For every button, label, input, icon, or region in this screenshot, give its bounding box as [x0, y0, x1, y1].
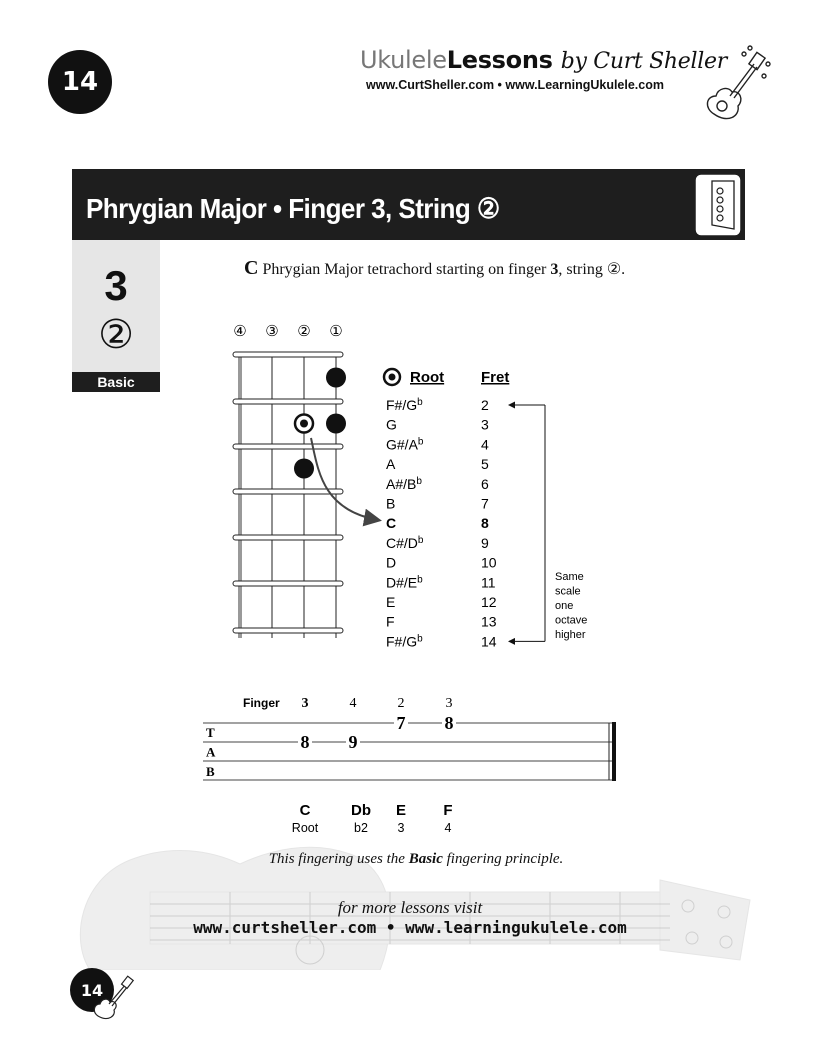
table-row-fret: 7 — [481, 495, 489, 512]
finger-dot — [326, 368, 346, 388]
fret-line — [233, 444, 343, 449]
flat-symbol: b — [417, 397, 423, 408]
string-label: ③ — [265, 322, 279, 340]
scale-degree: Root — [291, 821, 319, 835]
table-row-fret: 10 — [481, 554, 497, 571]
table-row-root: C — [386, 515, 397, 532]
table-row-fret: 9 — [481, 534, 489, 551]
root-dot-center — [300, 420, 308, 428]
tab-finger-number: 2 — [397, 696, 405, 711]
scale-degrees — [292, 802, 453, 835]
brand-lessons: Lessons — [446, 46, 553, 74]
finger-dot — [294, 459, 314, 479]
footer-ukulele-icon — [92, 972, 136, 1024]
octave-note-word: scale — [555, 585, 581, 598]
table-row-root: B — [386, 495, 396, 512]
note-prefix: This fingering uses the — [268, 851, 409, 867]
string-label: ② — [297, 322, 311, 340]
table-header-root: Root — [410, 369, 445, 386]
fret-line — [233, 628, 343, 633]
promo-line: for more lessons visit — [337, 898, 483, 917]
flat-symbol: b — [416, 475, 422, 487]
tab-fret-number: 8 — [444, 713, 454, 733]
page-title: Phrygian Major • Finger 3, String ② — [86, 193, 500, 224]
table-row-root: $F\#/G^b$ — [386, 633, 423, 650]
flat-symbol: b — [417, 436, 424, 448]
tab-fret-number: 7 — [396, 713, 406, 733]
scale-degree: 3 — [397, 821, 405, 835]
table-row-fret: 11 — [481, 574, 496, 591]
fretboard-diagram — [233, 322, 378, 638]
promo-sites: www.curtsheller.com • www.learningukulele.com — [193, 918, 627, 937]
root-fret-table — [384, 369, 587, 649]
table-row-fret: 2 — [481, 397, 489, 413]
table-row-fret: 13 — [481, 613, 497, 630]
octave-note-word: octave — [555, 614, 588, 627]
fret-line — [233, 352, 343, 357]
scale-note: Db — [351, 802, 371, 819]
flat-symbol: b — [417, 633, 423, 645]
string-label: ① — [329, 322, 343, 340]
description-key: C — [244, 257, 259, 279]
scale-degree: b2 — [354, 821, 368, 835]
tab-barline-thick — [612, 722, 616, 781]
table-row-root: $A\#/B^b$ — [386, 475, 422, 492]
description-text-2: , string ②. — [558, 261, 626, 278]
table-header-fret: Fret — [481, 369, 510, 386]
scale-note: F — [443, 802, 453, 819]
table-row-fret: 4 — [481, 436, 489, 453]
table-row-root: E — [386, 594, 396, 610]
table-row-root: F — [386, 613, 395, 630]
tab-letter: A — [206, 744, 216, 760]
tab-finger-label: Finger — [243, 696, 280, 710]
table-row-root: G — [386, 416, 397, 433]
octave-note-word: one — [555, 600, 574, 612]
flat-symbol: b — [417, 534, 424, 546]
table-row-root: $C\#/D^b$ — [386, 534, 424, 551]
side-finger-number: 3 — [104, 262, 128, 309]
table-row-root: A — [386, 456, 396, 473]
tab-letter: B — [206, 764, 215, 779]
fingering-note — [246, 851, 586, 868]
table-row-root: $D\#/E^b$ — [386, 574, 423, 591]
tab-finger-number: 4 — [349, 696, 357, 711]
table-row-root: D — [386, 554, 397, 571]
flat-symbol: b — [417, 574, 423, 586]
fret-line — [233, 581, 343, 586]
fingering-principle-tag: Basic — [72, 372, 160, 392]
side-string-number: ② — [98, 313, 134, 357]
fret-line — [233, 535, 343, 540]
page-number: 14 — [61, 67, 99, 97]
finger-dot — [326, 414, 346, 434]
note-suffix: fingering principle. — [442, 851, 564, 867]
tab-finger-number: 3 — [445, 696, 453, 711]
scale-note: C — [299, 802, 311, 819]
scale-note: E — [395, 802, 407, 819]
table-row-root: $F\#/G^b$ — [386, 397, 423, 413]
table-row-fret: 6 — [481, 475, 489, 492]
string-label: ④ — [233, 322, 247, 340]
table-row-fret: 14 — [481, 633, 497, 650]
scale-degree: 4 — [444, 821, 452, 835]
description-text-1: Phrygian Major tetrachord starting on finger — [258, 261, 551, 278]
brand-ukulele: Ukulele — [360, 46, 447, 74]
table-row-fret: 12 — [481, 594, 497, 610]
octave-note-word: Same — [555, 571, 584, 583]
table-row-root: $G\#/A^b$ — [386, 436, 424, 453]
brand-sites: www.CurtSheller.com • www.LearningUkulele.com — [366, 78, 664, 92]
tab-letter: T — [206, 725, 215, 740]
root-arrow — [311, 438, 378, 520]
table-row-fret: 8 — [481, 515, 489, 532]
description-finger: 3 — [550, 261, 559, 278]
tab-fret-number: 9 — [348, 732, 358, 752]
footer-page-number: 14 — [80, 980, 104, 1000]
table-row-fret: 3 — [481, 416, 489, 433]
tab-fret-number: 8 — [300, 732, 310, 752]
legend-root-dot-center — [389, 374, 396, 381]
tablature — [203, 696, 616, 781]
note-principle: Basic — [408, 851, 443, 867]
fret-line — [233, 399, 343, 404]
octave-note-word: higher — [555, 629, 586, 641]
table-row-fret: 5 — [481, 456, 489, 473]
brand-author: by Curt Sheller — [560, 49, 727, 74]
tab-finger-number: 3 — [301, 696, 309, 711]
